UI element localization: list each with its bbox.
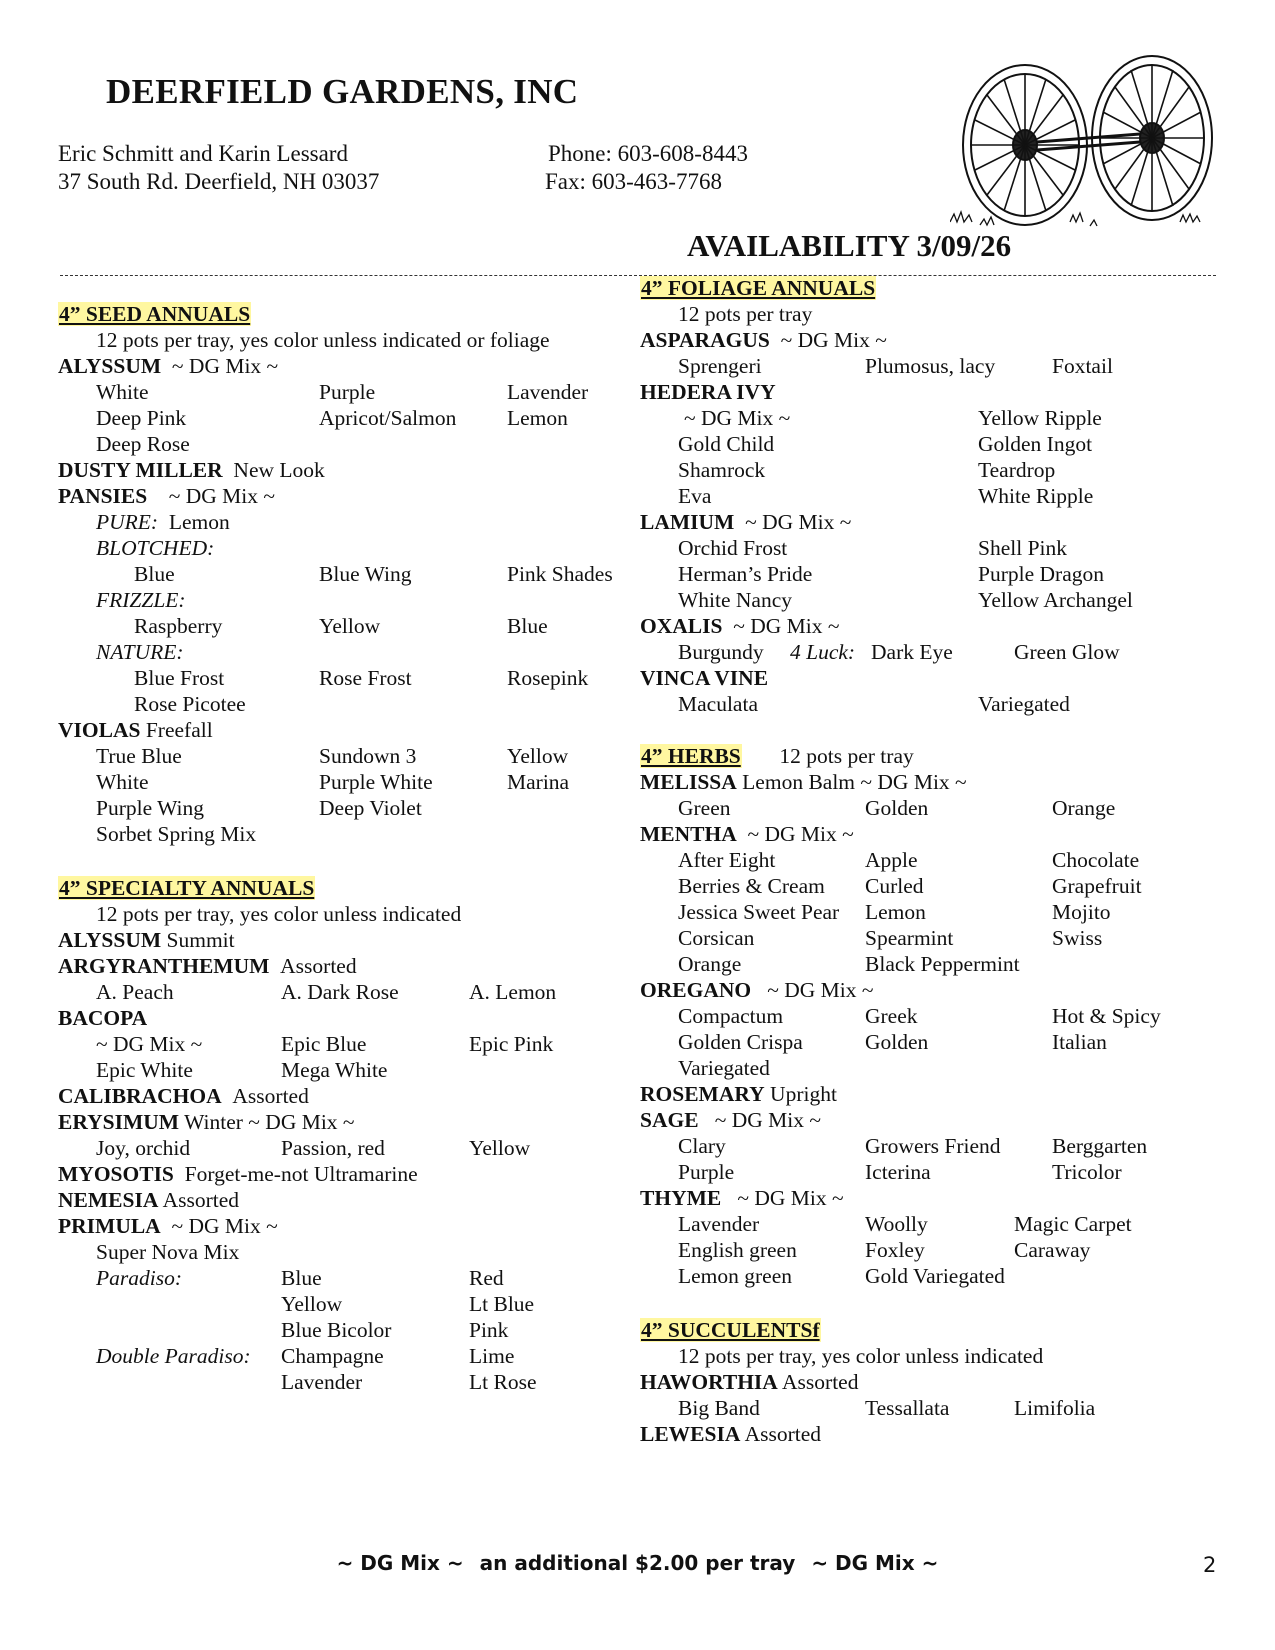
list-item: Sorbet Spring Mix bbox=[96, 822, 257, 846]
list-item: Variegated bbox=[678, 1056, 770, 1080]
pansy-nature-label: NATURE: bbox=[96, 640, 184, 664]
plant-lamium: LAMIUM ~ DG Mix ~ bbox=[640, 510, 852, 534]
plant-oxalis: OXALIS ~ DG Mix ~ bbox=[640, 614, 840, 638]
phone: Phone: 603-608-8443 bbox=[548, 141, 748, 166]
list-item: Super Nova Mix bbox=[96, 1240, 240, 1264]
list-item: Gold Child Golden Ingot bbox=[678, 432, 1093, 456]
plant-violas: VIOLAS Freefall bbox=[58, 718, 213, 742]
list-item: Maculata Variegated bbox=[678, 692, 1070, 716]
list-item: Double Paradiso: Champagne Lime bbox=[96, 1344, 515, 1368]
pansy-pure: PURE: Lemon bbox=[96, 510, 230, 534]
section-note: 12 pots per tray, yes color unless indicated or foliage bbox=[96, 328, 550, 352]
list-item: Jessica Sweet Pear Lemon Mojito bbox=[678, 900, 1111, 924]
owners: Eric Schmitt and Karin Lessard bbox=[58, 141, 348, 166]
wagon-wheel-illustration bbox=[950, 50, 1220, 235]
list-item: Berries & Cream Curled Grapefruit bbox=[678, 874, 1142, 898]
plant-vinca-vine: VINCA VINE bbox=[640, 666, 769, 690]
list-item: Lemon green Gold Variegated bbox=[678, 1264, 1005, 1288]
section-foliage-annuals: 4” FOLIAGE ANNUALS bbox=[641, 276, 876, 300]
list-item: Big Band Tessallata Limifolia bbox=[678, 1396, 1096, 1420]
plant-thyme: THYME ~ DG Mix ~ bbox=[640, 1186, 844, 1210]
list-item: Paradiso: Blue Red bbox=[96, 1266, 504, 1290]
list-item: Orange Black Peppermint bbox=[678, 952, 1020, 976]
company-name: DEERFIELD GARDENS, INC bbox=[106, 72, 579, 111]
list-item: Herman’s Pride Purple Dragon bbox=[678, 562, 1104, 586]
list-item: Orchid Frost Shell Pink bbox=[678, 536, 1068, 560]
list-item: Shamrock Teardrop bbox=[678, 458, 1056, 482]
list-item: Joy, orchid Passion, red Yellow bbox=[96, 1136, 531, 1160]
address: 37 South Rd. Deerfield, NH 03037 bbox=[58, 169, 380, 194]
plant-bacopa: BACOPA bbox=[58, 1006, 148, 1030]
list-item: Eva White Ripple bbox=[678, 484, 1094, 508]
list-item: White Nancy Yellow Archangel bbox=[678, 588, 1133, 612]
dashed-divider bbox=[60, 275, 1216, 276]
list-item: Blue Bicolor Pink bbox=[281, 1318, 509, 1342]
list-item: Purple Icterina Tricolor bbox=[678, 1160, 1122, 1184]
plant-lewesia: LEWESIA Assorted bbox=[640, 1422, 822, 1446]
list-item: White Purple Lavender bbox=[96, 380, 589, 404]
section-specialty-annuals: 4” SPECIALTY ANNUALS bbox=[59, 876, 315, 900]
plant-pansies: PANSIES ~ DG Mix ~ bbox=[58, 484, 276, 508]
availability-date: AVAILABILITY 3/09/26 bbox=[687, 228, 1012, 263]
plant-nemesia: NEMESIA Assorted bbox=[58, 1188, 239, 1212]
list-item: ~ DG Mix ~ Epic Blue Epic Pink bbox=[96, 1032, 554, 1056]
plant-rosemary: ROSEMARY Upright bbox=[640, 1082, 837, 1106]
fax: Fax: 603-463-7768 bbox=[545, 169, 722, 194]
plant-sage: SAGE ~ DG Mix ~ bbox=[640, 1108, 821, 1132]
list-item: Rose Picotee bbox=[134, 692, 246, 716]
plant-oregano: OREGANO ~ DG Mix ~ bbox=[640, 978, 874, 1002]
list-item: After Eight Apple Chocolate bbox=[678, 848, 1140, 872]
plant-asparagus: ASPARAGUS ~ DG Mix ~ bbox=[640, 328, 887, 352]
list-item: Blue Blue Wing Pink Shades bbox=[134, 562, 613, 586]
list-item: Sprengeri Plumosus, lacy Foxtail bbox=[678, 354, 1113, 378]
list-item: Lavender Woolly Magic Carpet bbox=[678, 1212, 1132, 1236]
plant-argyranthemum: ARGYRANTHEMUM Assorted bbox=[58, 954, 357, 978]
section-note: 12 pots per tray, yes color unless indicated bbox=[678, 1344, 1044, 1368]
list-item: True Blue Sundown 3 Yellow bbox=[96, 744, 569, 768]
footer-note: ~ DG Mix ~ an additional $2.00 per tray ~ DG Mix ~ bbox=[336, 1551, 939, 1575]
list-item: English green Foxley Caraway bbox=[678, 1238, 1091, 1262]
list-item: Clary Growers Friend Berggarten bbox=[678, 1134, 1148, 1158]
list-item: Blue Frost Rose Frost Rosepink bbox=[134, 666, 589, 690]
plant-myosotis: MYOSOTIS Forget-me-not Ultramarine bbox=[58, 1162, 418, 1186]
list-item: Yellow Lt Blue bbox=[281, 1292, 535, 1316]
section-seed-annuals: 4” SEED ANNUALS bbox=[59, 302, 251, 326]
plant-haworthia: HAWORTHIA Assorted bbox=[640, 1370, 859, 1394]
pansy-frizzle-label: FRIZZLE: bbox=[96, 588, 186, 612]
pansy-blotched-label: BLOTCHED: bbox=[96, 536, 215, 560]
section-note: 12 pots per tray bbox=[678, 302, 813, 326]
plant-alyssum-summit: ALYSSUM Summit bbox=[58, 928, 235, 952]
list-item: Purple Wing Deep Violet bbox=[96, 796, 422, 820]
list-item: Epic White Mega White bbox=[96, 1058, 388, 1082]
plant-dusty-miller: DUSTY MILLER New Look bbox=[58, 458, 325, 482]
plant-mentha: MENTHA ~ DG Mix ~ bbox=[640, 822, 854, 846]
list-item: Burgundy 4 Luck: Dark Eye Green Glow bbox=[678, 640, 1120, 664]
list-item: White Purple White Marina bbox=[96, 770, 570, 794]
plant-hedera-ivy: HEDERA IVY bbox=[640, 380, 776, 404]
list-item: Lavender Lt Rose bbox=[281, 1370, 537, 1394]
plant-erysimum: ERYSIMUM Winter ~ DG Mix ~ bbox=[58, 1110, 355, 1134]
list-item: Compactum Greek Hot & Spicy bbox=[678, 1004, 1161, 1028]
list-item: Deep Pink Apricot/Salmon Lemon bbox=[96, 406, 568, 430]
list-item: A. Peach A. Dark Rose A. Lemon bbox=[96, 980, 557, 1004]
list-item: Raspberry Yellow Blue bbox=[134, 614, 548, 638]
plant-melissa: MELISSA Lemon Balm ~ DG Mix ~ bbox=[640, 770, 967, 794]
plant-primula: PRIMULA ~ DG Mix ~ bbox=[58, 1214, 278, 1238]
list-item: Corsican Spearmint Swiss bbox=[678, 926, 1103, 950]
list-item: Deep Rose bbox=[96, 432, 190, 456]
section-succulents: 4” SUCCULENTSf bbox=[641, 1318, 820, 1342]
plant-alyssum: ALYSSUM ~ DG Mix ~ bbox=[58, 354, 279, 378]
list-item: Golden Crispa Golden Italian bbox=[678, 1030, 1107, 1054]
plant-calibrachoa: CALIBRACHOA Assorted bbox=[58, 1084, 309, 1108]
section-herbs: 4” HERBS 12 pots per tray bbox=[641, 744, 914, 768]
list-item: Green Golden Orange bbox=[678, 796, 1116, 820]
section-note: 12 pots per tray, yes color unless indicated bbox=[96, 902, 462, 926]
page-number: 2 bbox=[1203, 1553, 1217, 1577]
list-item: ~ DG Mix ~ Yellow Ripple bbox=[684, 406, 1102, 430]
